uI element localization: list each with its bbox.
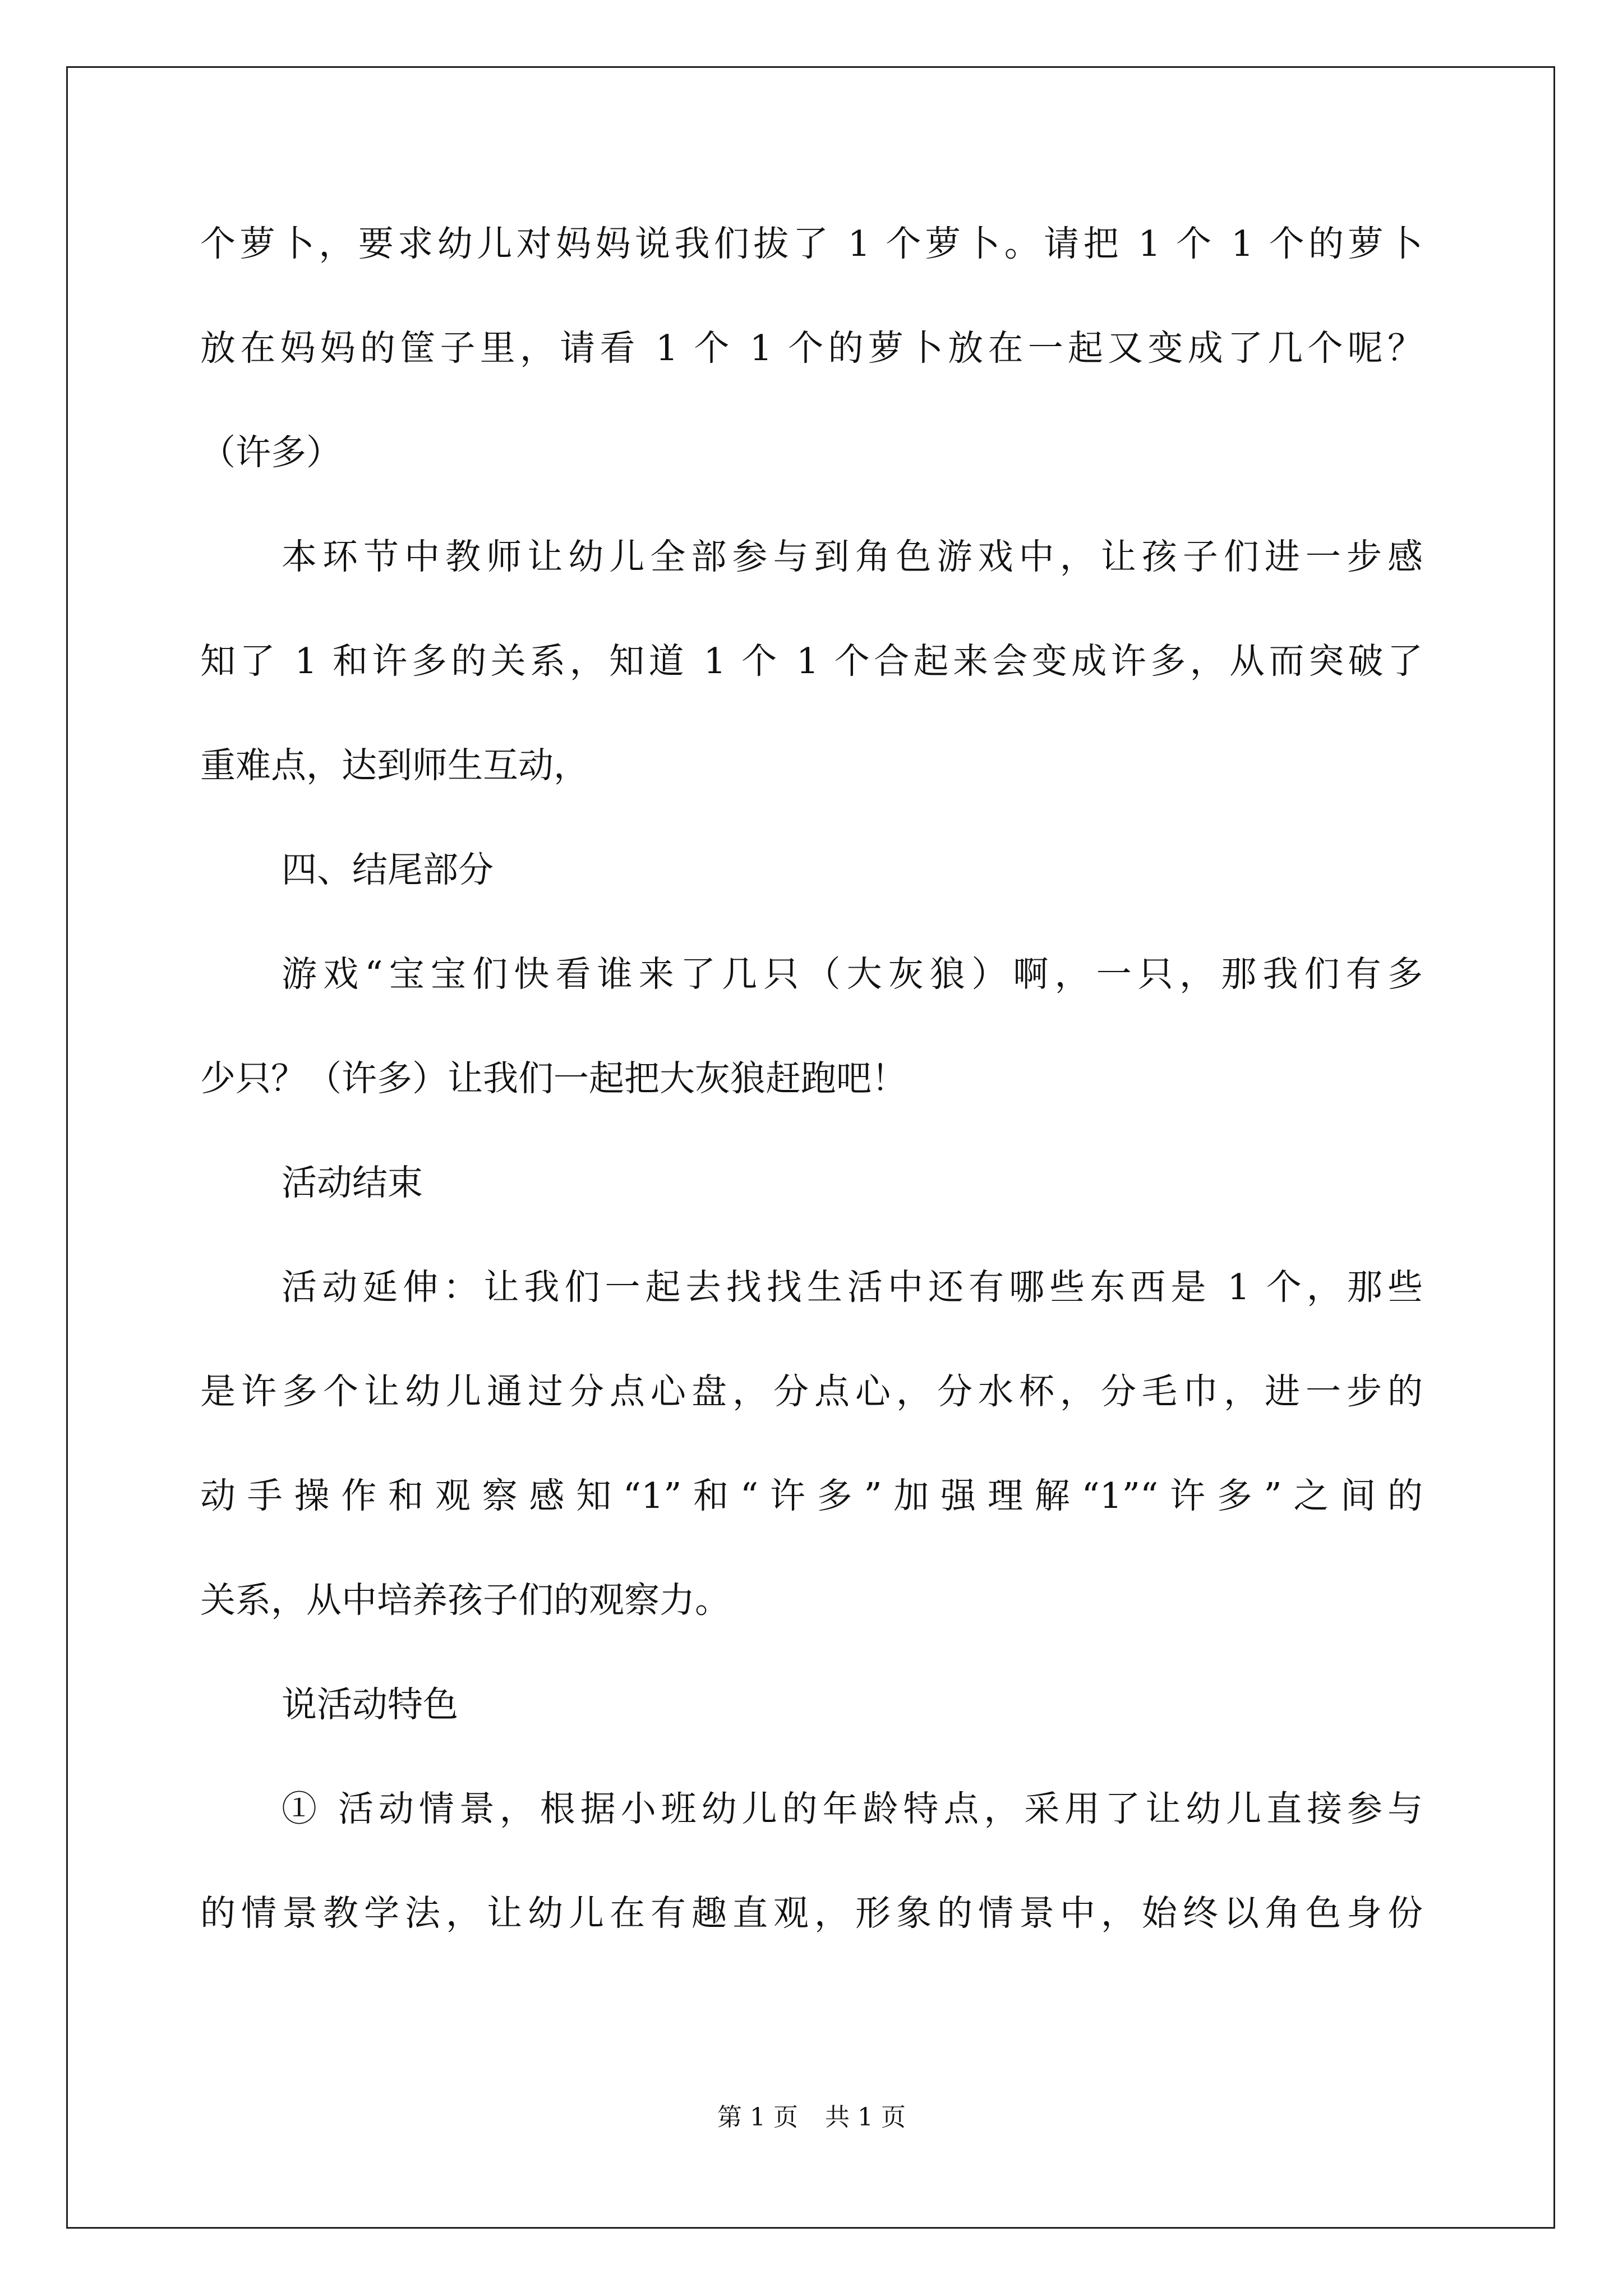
text-line: 知了 1 和许多的关系，知道 1 个 1 个合起来会变成许多，从而突破了 <box>200 641 1423 682</box>
text-line: 放在妈妈的筐子里，请看 1 个 1 个的萝卜放在一起又变成了几个呢？ <box>200 328 1423 369</box>
text-line: 重难点，达到师生互动， <box>200 745 589 786</box>
page-number: 第 1 页 <box>717 2103 798 2132</box>
text-line: 关系，从中培养孩子们的观察力。 <box>200 1580 730 1621</box>
text-line: 动手操作和观察感知“1”和“许多”加强理解“1”“许多”之间的 <box>200 1475 1423 1516</box>
page-footer <box>0 2101 1623 2134</box>
document-body <box>200 216 1423 1990</box>
text-line: 的情景教学法，让幼儿在有趣直观，形象的情景中，始终以角色身份 <box>200 1893 1423 1934</box>
section-heading: 说活动特色 <box>282 1684 458 1725</box>
text-line: 个萝卜，要求幼儿对妈妈说我们拔了 1 个萝卜。请把 1 个 1 个的萝卜 <box>200 223 1423 264</box>
text-line: 少只？（许多）让我们一起把大灰狼赶跑吧！ <box>200 1058 907 1099</box>
paragraph-start-line: 本环节中教师让幼儿全部参与到角色游戏中，让孩子们进一步感 <box>282 536 1423 577</box>
paragraph-start-line: 游戏“宝宝们快看谁来了几只（大灰狼）啊，一只，那我们有多 <box>282 954 1423 995</box>
paragraph-start-line: ① 活动情景，根据小班幼儿的年龄特点，采用了让幼儿直接参与 <box>282 1788 1423 1829</box>
section-heading: 活动结束 <box>282 1162 423 1203</box>
text-line: 是许多个让幼儿通过分点心盘，分点心，分水杯，分毛巾，进一步的 <box>200 1371 1423 1412</box>
paragraph-start-line: 活动延伸：让我们一起去找找生活中还有哪些东西是 1 个，那些 <box>282 1267 1423 1308</box>
text-line: （许多） <box>200 432 342 473</box>
page-total: 共 1 页 <box>825 2103 906 2132</box>
section-heading: 四、结尾部分 <box>282 849 494 890</box>
